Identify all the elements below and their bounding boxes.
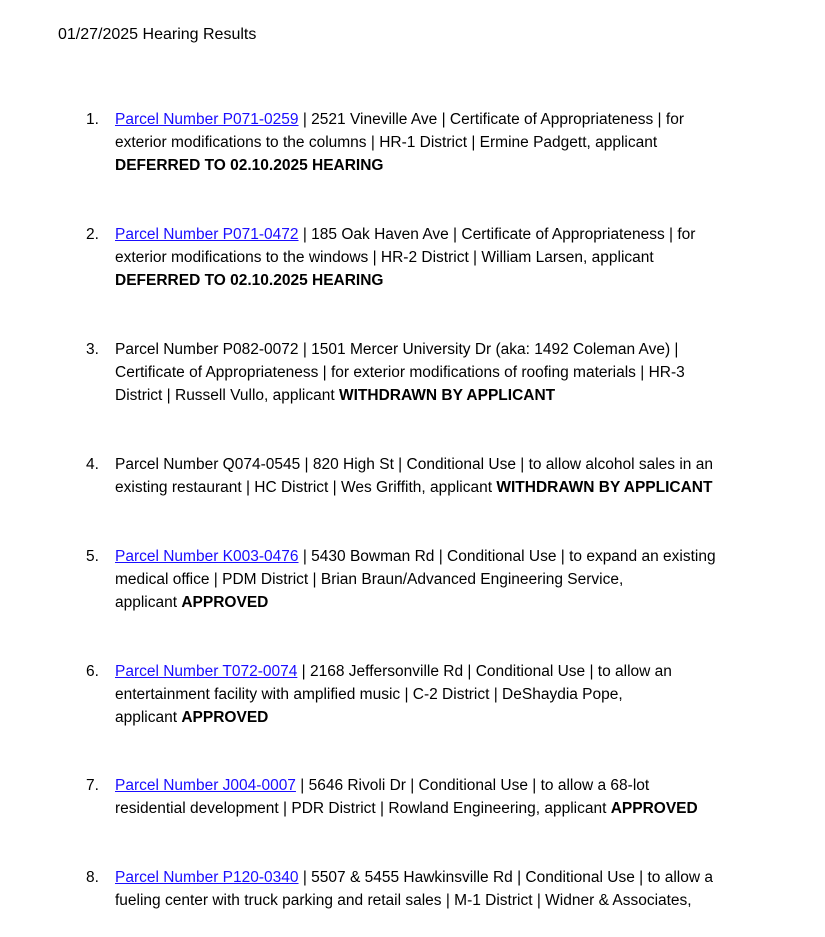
item-line — [115, 797, 798, 820]
status-text: APPROVED — [610, 800, 698, 817]
item-line — [115, 660, 798, 683]
item-line — [115, 866, 798, 889]
item-text: | 5507 & 5455 Hawkinsville Rd | Conditional Use | to allow a — [298, 869, 713, 886]
list-item — [86, 453, 798, 499]
list-item — [86, 223, 798, 292]
status-text: APPROVED — [181, 709, 269, 726]
item-number: 4. — [86, 456, 99, 473]
parcel-link[interactable]: Parcel Number P071-0259 — [115, 111, 299, 128]
item-number: 5. — [86, 548, 99, 565]
item-body — [115, 453, 798, 499]
list-item — [86, 108, 798, 177]
item-text: District | Russell Vullo, applicant — [115, 387, 339, 404]
item-text: existing restaurant | HC District | Wes Griffith, applicant — [115, 479, 497, 496]
status-text: DEFERRED TO 02.10.2025 HEARING — [115, 157, 384, 174]
item-number: 6. — [86, 663, 99, 680]
item-body — [115, 660, 798, 729]
item-number: 1. — [86, 111, 99, 128]
status-text: WITHDRAWN BY APPLICANT — [338, 387, 556, 404]
item-text: residential development | PDR District | Rowland Engineering, applicant — [115, 800, 611, 817]
item-text: applicant — [115, 594, 182, 611]
item-line: exterior modifications to the columns | HR-1 District | Ermine Padgett, applicant — [115, 134, 658, 151]
status-text: APPROVED — [181, 594, 269, 611]
item-line: Parcel Number P082-0072 | 1501 Mercer University Dr (aka: 1492 Coleman Ave) | — [115, 341, 679, 358]
status-text: DEFERRED TO 02.10.2025 HEARING — [115, 272, 384, 289]
item-text: | 5646 Rivoli Dr | Conditional Use | to allow a 68-lot — [295, 777, 650, 794]
item-body — [115, 338, 798, 407]
list-item — [86, 774, 798, 820]
item-line: entertainment facility with amplified music | C-2 District | DeShaydia Pope, — [115, 686, 623, 703]
list-item — [86, 866, 798, 912]
item-number: 7. — [86, 777, 99, 794]
item-line — [115, 591, 798, 614]
item-body — [115, 223, 798, 292]
item-number: 8. — [86, 869, 99, 886]
item-line: Certificate of Appropriateness | for exterior modifications of roofing materials | HR-3 — [115, 364, 685, 381]
item-text: | 5430 Bowman Rd | Conditional Use | to expand an existing — [298, 548, 716, 565]
item-line — [115, 545, 798, 568]
list-item — [86, 660, 798, 729]
item-text: applicant — [115, 709, 182, 726]
item-line — [115, 223, 798, 246]
item-line — [115, 774, 798, 797]
item-text: | 185 Oak Haven Ave | Certificate of Appropriateness | for — [298, 226, 696, 243]
item-text: | 2168 Jeffersonville Rd | Conditional Use | to allow an — [297, 663, 672, 680]
item-line: exterior modifications to the windows | HR-2 District | William Larsen, applicant — [115, 249, 654, 266]
parcel-link[interactable]: Parcel Number J004-0007 — [115, 777, 296, 794]
item-body — [115, 774, 798, 820]
document-title: 01/27/2025 Hearing Results — [58, 26, 257, 43]
parcel-link[interactable]: Parcel Number K003-0476 — [115, 548, 299, 565]
item-body — [115, 108, 798, 177]
item-body — [115, 545, 798, 614]
status-text: WITHDRAWN BY APPLICANT — [496, 479, 713, 496]
item-body — [115, 866, 798, 912]
item-line: medical office | PDM District | Brian Braun/Advanced Engineering Service, — [115, 571, 624, 588]
item-line — [115, 476, 798, 499]
item-text: | 2521 Vineville Ave | Certificate of Appropriateness | for — [298, 111, 684, 128]
parcel-link[interactable]: Parcel Number T072-0074 — [115, 663, 298, 680]
item-line — [115, 706, 798, 729]
parcel-link[interactable]: Parcel Number P071-0472 — [115, 226, 299, 243]
item-number: 3. — [86, 341, 99, 358]
list-item — [86, 338, 798, 407]
list-item — [86, 545, 798, 614]
item-line: Parcel Number Q074-0545 | 820 High St | Conditional Use | to allow alcohol sales in an — [115, 456, 713, 473]
item-number: 2. — [86, 226, 99, 243]
item-line — [115, 384, 798, 407]
parcel-link[interactable]: Parcel Number P120-0340 — [115, 869, 299, 886]
item-line — [115, 108, 798, 131]
item-line: fueling center with truck parking and retail sales | M-1 District | Widner & Associates, — [115, 892, 692, 909]
